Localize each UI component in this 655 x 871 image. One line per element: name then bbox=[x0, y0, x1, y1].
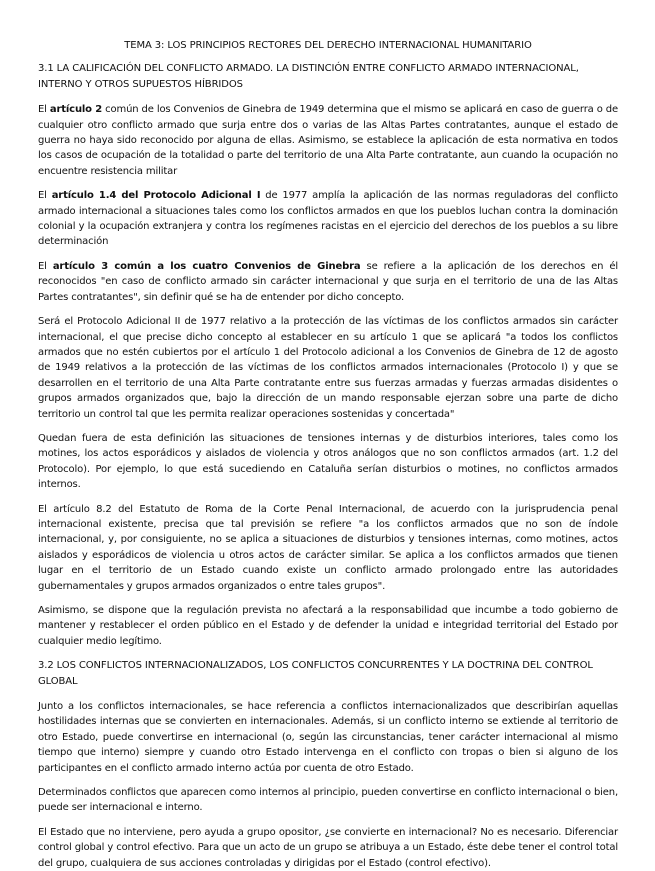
paragraph: Quedan fuera de esta definición las situaciones de tensiones internas y de disturbios interiores, tales como los motines, los actos esporádicos y aislados de violencia y otros análogos que no son conflictos armados (art. 1.2 del Protocolo). Por ejemplo, lo que está sucediendo en Cataluña serían disturbios o motines, no conflictos armados internos. bbox=[38, 432, 618, 491]
section-heading-3-1: 3.1 LA CALIFICACIÓN DEL CONFLICTO ARMADO. LA DISTINCIÓN ENTRE CONFLICTO ARMADO INTERNACIONAL, INTERNO Y OTROS SUPUESTOS HÍBRIDOS bbox=[38, 63, 579, 90]
paragraph: Asimismo, se dispone que la regulación prevista no afectará a la responsabilidad que incumbe a todo gobierno de mantener y restablecer el orden público en el Estado y de defender la unidad e integridad territorial del Estado por cualquier medio legítimo. bbox=[38, 605, 618, 647]
section-heading-3-2: 3.2 LOS CONFLICTOS INTERNACIONALIZADOS, LOS CONFLICTOS CONCURRENTES Y LA DOCTRINA DEL CONTROL GLOBAL bbox=[38, 660, 593, 687]
paragraph: El artículo 1.4 del Protocolo Adicional I de 1977 amplía la aplicación de las normas reguladoras del conflicto armado internacional a situaciones tales como los conflictos armados en que los pueblos luchan contra la dominación colonial y la ocupación extranjera y contra los regímenes racistas en el ejercicio del derechos de los pueblos a su libre determinación bbox=[38, 190, 619, 248]
paragraph: Junto a los conflictos internacionales, se hace referencia a conflictos internacionalizados que describirían aquellas hostilidades internas que se convierten en internacionales. Además, si un conflicto interno se extiende al territorio de otro Estado, puede convertirse en internacional (o, según las circunstancias, tener carácter internacional al mismo tiempo que interno) siempre y cuando otro Estado intervenga en el conflicto con tropas o bien si alguno de los participantes en el conflicto armado interno actúa por cuenta de otro Estado. bbox=[38, 701, 618, 774]
bold-reference: artículo 3 común a los cuatro Convenios de Ginebra bbox=[52, 260, 361, 272]
paragraph: El artículo 3 común a los cuatro Convenios de Ginebra se refiere a la aplicación de los derechos en él reconocidos "en caso de conflicto armado sin carácter internacional y que surja en el territorio de una de las Altas Partes contratantes", sin definir qué se ha de entender por dicho concepto. bbox=[38, 260, 619, 303]
paragraph: El Estado que no interviene, pero ayuda a grupo opositor, ¿se convierte en internacional? No es necesario. Diferenciar control global y control efectivo. Para que un acto de un grupo se atribuya a un Estado, éste debe tener el control total del grupo, cualquiera de sus acciones controladas y dirigidas por el Estado (control efectivo). bbox=[38, 826, 618, 869]
bold-reference: artículo 1.4 del Protocolo Adicional I bbox=[51, 190, 261, 202]
document-title: TEMA 3: LOS PRINCIPIOS RECTORES DEL DERECHO INTERNACIONAL HUMANITARIO bbox=[124, 40, 532, 51]
paragraph: Determinados conflictos que aparecen como internos al principio, pueden convertirse en conflicto internacional o bien, puede ser internacional e interno. bbox=[38, 787, 618, 814]
paragraph: El artículo 8.2 del Estatuto de Roma de la Corte Penal Internacional, de acuerdo con la jurisprudencia penal internacional existente, precisa que tal previsión se refiere "a los conflictos armados que no son de índole internacional, y, por consiguiente, no se aplica a situaciones de disturbios y tensiones internas, como motines, actos aislados y esporádicos de violencia u otros actos de carácter similar. Se aplica a los conflictos armados que tienen lugar en el territorio de un Estado cuando existe un conflicto armado prolongado entre las autoridades gubernamentales y grupos armados organizados o entre tales grupos". bbox=[38, 503, 618, 592]
paragraph: El artículo 2 común de los Convenios de Ginebra de 1949 determina que el mismo se aplicará en caso de guerra o de cualquier otro conflicto armado que surja entre dos o varias de las Altas Partes contratantes, aunque el estado de guerra no haya sido reconocido por alguna de ellas. Asimismo, se establece la aplicación de esta normativa en todos los casos de ocupación de la totalidad o parte del territorio de una Alta Parte contratante, aun cuando la ocupación no encuentre resistencia militar bbox=[38, 104, 618, 177]
paragraph: Será el Protocolo Adicional II de 1977 relativo a la protección de las víctimas de los conflictos armados sin carácter internacional, el que precise dicho concepto al establecer en su artículo 1 que se aplicará "a todos los conflictos armados que no estén cubiertos por el artículo 1 del Protocolo adicional a los Convenios de Ginebra de 12 de agosto de 1949 relativos a la protección de las víctimas de los conflictos armados internacionales (Protocolo I) y que se desarrollen en el territorio de una Alta Parte contratante entre sus fuerzas armadas y fuerzas armadas disidentes o grupos armados organizados que, bajo la dirección de un mando responsable ejerzan sobre una parte de dicho territorio un control tal que les permita realizar operaciones sostenidas y concertada" bbox=[38, 316, 618, 420]
bold-reference: artículo 2 bbox=[49, 104, 103, 116]
